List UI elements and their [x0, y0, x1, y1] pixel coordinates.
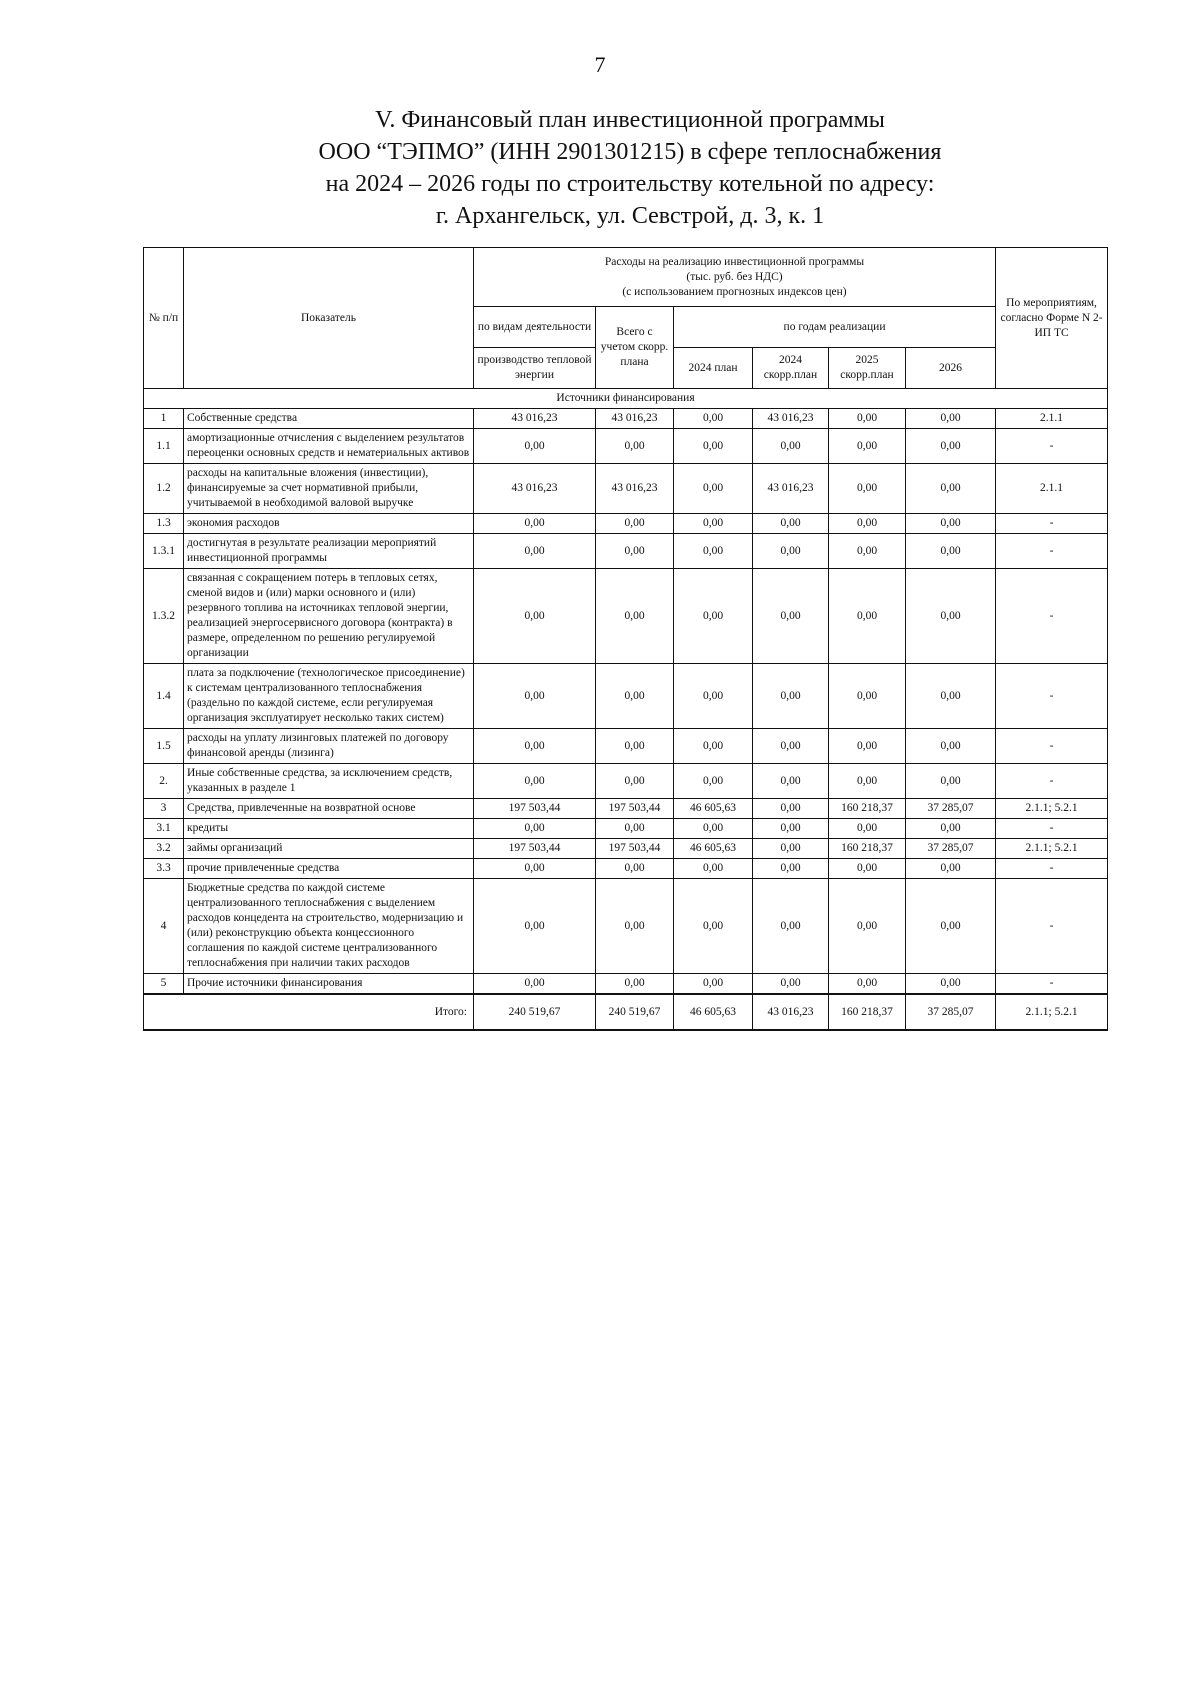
row-measure: - [996, 729, 1108, 764]
row-value: 0,00 [596, 764, 674, 799]
total-value: 37 285,07 [906, 994, 996, 1030]
row-number: 3 [144, 799, 184, 819]
row-value: 43 016,23 [474, 409, 596, 429]
section-row [144, 389, 1108, 409]
row-value: 0,00 [596, 974, 674, 995]
header-row-1 [144, 248, 1108, 307]
row-label: Бюджетные средства по каждой системе централизованного теплоснабжения с выделением расходов концедента на строительство, модернизацию и (или) реконструкцию объекта концессионного соглашения по каждой системе централизованного теплоснабжения при наличии таких расходов [184, 879, 474, 974]
total-row [144, 994, 1108, 1030]
table-row [144, 534, 1108, 569]
row-value: 197 503,44 [596, 799, 674, 819]
table-row [144, 764, 1108, 799]
row-number: 3.1 [144, 819, 184, 839]
table-row [144, 839, 1108, 859]
row-value: 37 285,07 [906, 839, 996, 859]
title-line-4: г. Архангельск, ул. Севстрой, д. 3, к. 1 [435, 203, 825, 229]
table-row [144, 429, 1108, 464]
row-value: 197 503,44 [474, 839, 596, 859]
row-value: 0,00 [674, 409, 753, 429]
header-heat-production: производство тепловой энергии [474, 348, 596, 389]
row-label: займы организаций [184, 839, 474, 859]
row-label: Собственные средства [184, 409, 474, 429]
row-number: 1.4 [144, 664, 184, 729]
row-label: достигнутая в результате реализации мероприятий инвестиционной программы [184, 534, 474, 569]
total-label: Итого: [144, 994, 474, 1030]
row-value: 0,00 [906, 859, 996, 879]
row-value: 0,00 [753, 859, 829, 879]
row-measure: 2.1.1; 5.2.1 [996, 839, 1108, 859]
row-value: 0,00 [674, 569, 753, 664]
row-value: 43 016,23 [753, 464, 829, 514]
row-label: расходы на капитальные вложения (инвестиции), финансируемые за счет нормативной прибыли, учитываемой в необходимой валовой выручке [184, 464, 474, 514]
row-value: 43 016,23 [474, 464, 596, 514]
row-label: Средства, привлеченные на возвратной основе [184, 799, 474, 819]
header-total-adjusted: Всего с учетом скорр. плана [596, 307, 674, 389]
row-label: экономия расходов [184, 514, 474, 534]
row-measure: - [996, 859, 1108, 879]
row-value: 0,00 [753, 819, 829, 839]
row-value: 0,00 [829, 569, 906, 664]
table-row [144, 514, 1108, 534]
row-value: 0,00 [674, 514, 753, 534]
row-value: 0,00 [906, 974, 996, 995]
row-value: 0,00 [829, 729, 906, 764]
row-value: 46 605,63 [674, 799, 753, 819]
header-2026: 2026 [906, 348, 996, 389]
row-value: 0,00 [829, 429, 906, 464]
header-expenses-line-2: (тыс. руб. без НДС) [686, 270, 783, 283]
row-value: 0,00 [829, 974, 906, 995]
header-by-activity: по видам деятельности [474, 307, 596, 348]
row-number: 4 [144, 879, 184, 974]
row-value: 43 016,23 [596, 409, 674, 429]
row-value: 0,00 [906, 819, 996, 839]
row-number: 1.3.1 [144, 534, 184, 569]
row-value: 160 218,37 [829, 799, 906, 819]
row-label: амортизационные отчисления с выделением результатов переоценки основных средств и нематериальных активов [184, 429, 474, 464]
row-value: 0,00 [829, 464, 906, 514]
row-measure: 2.1.1 [996, 464, 1108, 514]
row-value: 0,00 [474, 569, 596, 664]
row-value: 0,00 [753, 799, 829, 819]
total-measure: 2.1.1; 5.2.1 [996, 994, 1108, 1030]
row-value: 0,00 [474, 879, 596, 974]
row-value: 0,00 [829, 819, 906, 839]
row-value: 197 503,44 [596, 839, 674, 859]
row-value: 0,00 [753, 569, 829, 664]
row-value: 0,00 [674, 879, 753, 974]
row-value: 0,00 [829, 664, 906, 729]
header-by-measures: По мероприятиям, согласно Форме N 2-ИП ТС [996, 248, 1108, 389]
row-value: 0,00 [753, 764, 829, 799]
title-line-2: ООО “ТЭПМО” (ИНН 2901301215) в сфере теплоснабжения [318, 139, 942, 165]
row-value: 0,00 [474, 764, 596, 799]
row-value: 0,00 [829, 879, 906, 974]
row-value: 0,00 [596, 514, 674, 534]
header-expenses-line-1: Расходы на реализацию инвестиционной программы [604, 255, 865, 268]
row-value: 43 016,23 [596, 464, 674, 514]
header-2024-adjusted: 2024 скорр.план [753, 348, 829, 389]
row-value: 0,00 [474, 729, 596, 764]
row-label: расходы на уплату лизинговых платежей по договору финансовой аренды (лизинга) [184, 729, 474, 764]
row-value: 0,00 [753, 514, 829, 534]
header-expenses-line-3: (с использованием прогнозных индексов цен) [622, 285, 847, 298]
title-line-3: на 2024 – 2026 годы по строительству котельной по адресу: [325, 171, 935, 197]
row-value: 0,00 [596, 819, 674, 839]
table-row [144, 569, 1108, 664]
row-number: 2. [144, 764, 184, 799]
table-row [144, 819, 1108, 839]
row-measure: 2.1.1 [996, 409, 1108, 429]
row-value: 0,00 [674, 859, 753, 879]
row-value: 0,00 [596, 534, 674, 569]
total-value: 240 519,67 [474, 994, 596, 1030]
row-number: 5 [144, 974, 184, 995]
row-value: 197 503,44 [474, 799, 596, 819]
row-number: 1.1 [144, 429, 184, 464]
row-measure: - [996, 534, 1108, 569]
total-value: 46 605,63 [674, 994, 753, 1030]
row-measure: - [996, 974, 1108, 995]
row-number: 3.2 [144, 839, 184, 859]
row-label: кредиты [184, 819, 474, 839]
header-2025-adjusted: 2025 скорр.план [829, 348, 906, 389]
row-value: 0,00 [906, 569, 996, 664]
row-value: 0,00 [906, 429, 996, 464]
row-measure: - [996, 819, 1108, 839]
row-value: 0,00 [906, 514, 996, 534]
row-value: 160 218,37 [829, 839, 906, 859]
row-value: 0,00 [674, 729, 753, 764]
row-value: 0,00 [753, 839, 829, 859]
row-label: Прочие источники финансирования [184, 974, 474, 995]
row-value: 0,00 [674, 974, 753, 995]
table-row [144, 729, 1108, 764]
header-2024-plan: 2024 план [674, 348, 753, 389]
row-value: 0,00 [906, 729, 996, 764]
row-measure: 2.1.1; 5.2.1 [996, 799, 1108, 819]
row-label: прочие привлеченные средства [184, 859, 474, 879]
row-number: 1.5 [144, 729, 184, 764]
row-value: 0,00 [906, 409, 996, 429]
row-value: 0,00 [906, 534, 996, 569]
table-row [144, 464, 1108, 514]
row-label: плата за подключение (технологическое присоединение) к системам централизованного теплоснабжения (раздельно по каждой системе, если регулируемая организация эксплуатирует несколько таких систем) [184, 664, 474, 729]
table-row [144, 409, 1108, 429]
row-value: 0,00 [674, 764, 753, 799]
row-value: 0,00 [674, 429, 753, 464]
row-number: 1 [144, 409, 184, 429]
row-value: 0,00 [596, 429, 674, 464]
row-value: 0,00 [829, 409, 906, 429]
row-value: 0,00 [829, 514, 906, 534]
row-value: 37 285,07 [906, 799, 996, 819]
row-value: 0,00 [906, 879, 996, 974]
row-value: 0,00 [753, 974, 829, 995]
row-value: 43 016,23 [753, 409, 829, 429]
row-value: 0,00 [753, 664, 829, 729]
row-value: 0,00 [474, 664, 596, 729]
row-number: 1.3.2 [144, 569, 184, 664]
table-row [144, 664, 1108, 729]
row-value: 0,00 [596, 729, 674, 764]
row-measure: - [996, 569, 1108, 664]
row-value: 0,00 [829, 764, 906, 799]
row-value: 0,00 [753, 729, 829, 764]
table-row [144, 859, 1108, 879]
row-value: 0,00 [474, 514, 596, 534]
row-value: 0,00 [596, 879, 674, 974]
total-value: 43 016,23 [753, 994, 829, 1030]
header-expenses [474, 248, 996, 307]
row-value: 0,00 [596, 569, 674, 664]
header-num: № п/п [144, 248, 184, 389]
document-title [150, 104, 1110, 232]
row-value: 0,00 [474, 429, 596, 464]
total-value: 240 519,67 [596, 994, 674, 1030]
row-value: 0,00 [596, 859, 674, 879]
row-number: 1.2 [144, 464, 184, 514]
row-value: 0,00 [753, 429, 829, 464]
row-value: 46 605,63 [674, 839, 753, 859]
row-number: 3.3 [144, 859, 184, 879]
header-by-years: по годам реализации [674, 307, 996, 348]
row-value: 0,00 [474, 974, 596, 995]
row-value: 0,00 [674, 664, 753, 729]
table-row [144, 879, 1108, 974]
row-value: 0,00 [674, 534, 753, 569]
row-value: 0,00 [474, 819, 596, 839]
row-value: 0,00 [596, 664, 674, 729]
row-value: 0,00 [674, 819, 753, 839]
table-row [144, 799, 1108, 819]
row-value: 0,00 [474, 859, 596, 879]
financial-plan-table [143, 247, 1108, 1031]
row-value: 0,00 [753, 534, 829, 569]
row-measure: - [996, 514, 1108, 534]
row-measure: - [996, 764, 1108, 799]
row-label: Иные собственные средства, за исключением средств, указанных в разделе 1 [184, 764, 474, 799]
row-value: 0,00 [829, 859, 906, 879]
row-number: 1.3 [144, 514, 184, 534]
row-value: 0,00 [674, 464, 753, 514]
row-value: 0,00 [829, 534, 906, 569]
row-label: связанная с сокращением потерь в тепловых сетях, сменой видов и (или) марки основного и (или) резервного топлива на источниках тепловой энергии, реализацией энергосервисного договора (контракта) в размере, определенном по решению регулируемой организации [184, 569, 474, 664]
row-value: 0,00 [474, 534, 596, 569]
row-measure: - [996, 664, 1108, 729]
row-measure: - [996, 879, 1108, 974]
table-row [144, 974, 1108, 995]
page-number: 7 [594, 52, 606, 77]
section-title: Источники финансирования [144, 389, 1108, 409]
title-line-1: V. Финансовый план инвестиционной программы [375, 107, 885, 133]
total-value: 160 218,37 [829, 994, 906, 1030]
header-indicator: Показатель [184, 248, 474, 389]
row-value: 0,00 [753, 879, 829, 974]
row-value: 0,00 [906, 764, 996, 799]
row-value: 0,00 [906, 464, 996, 514]
row-measure: - [996, 429, 1108, 464]
row-value: 0,00 [906, 664, 996, 729]
